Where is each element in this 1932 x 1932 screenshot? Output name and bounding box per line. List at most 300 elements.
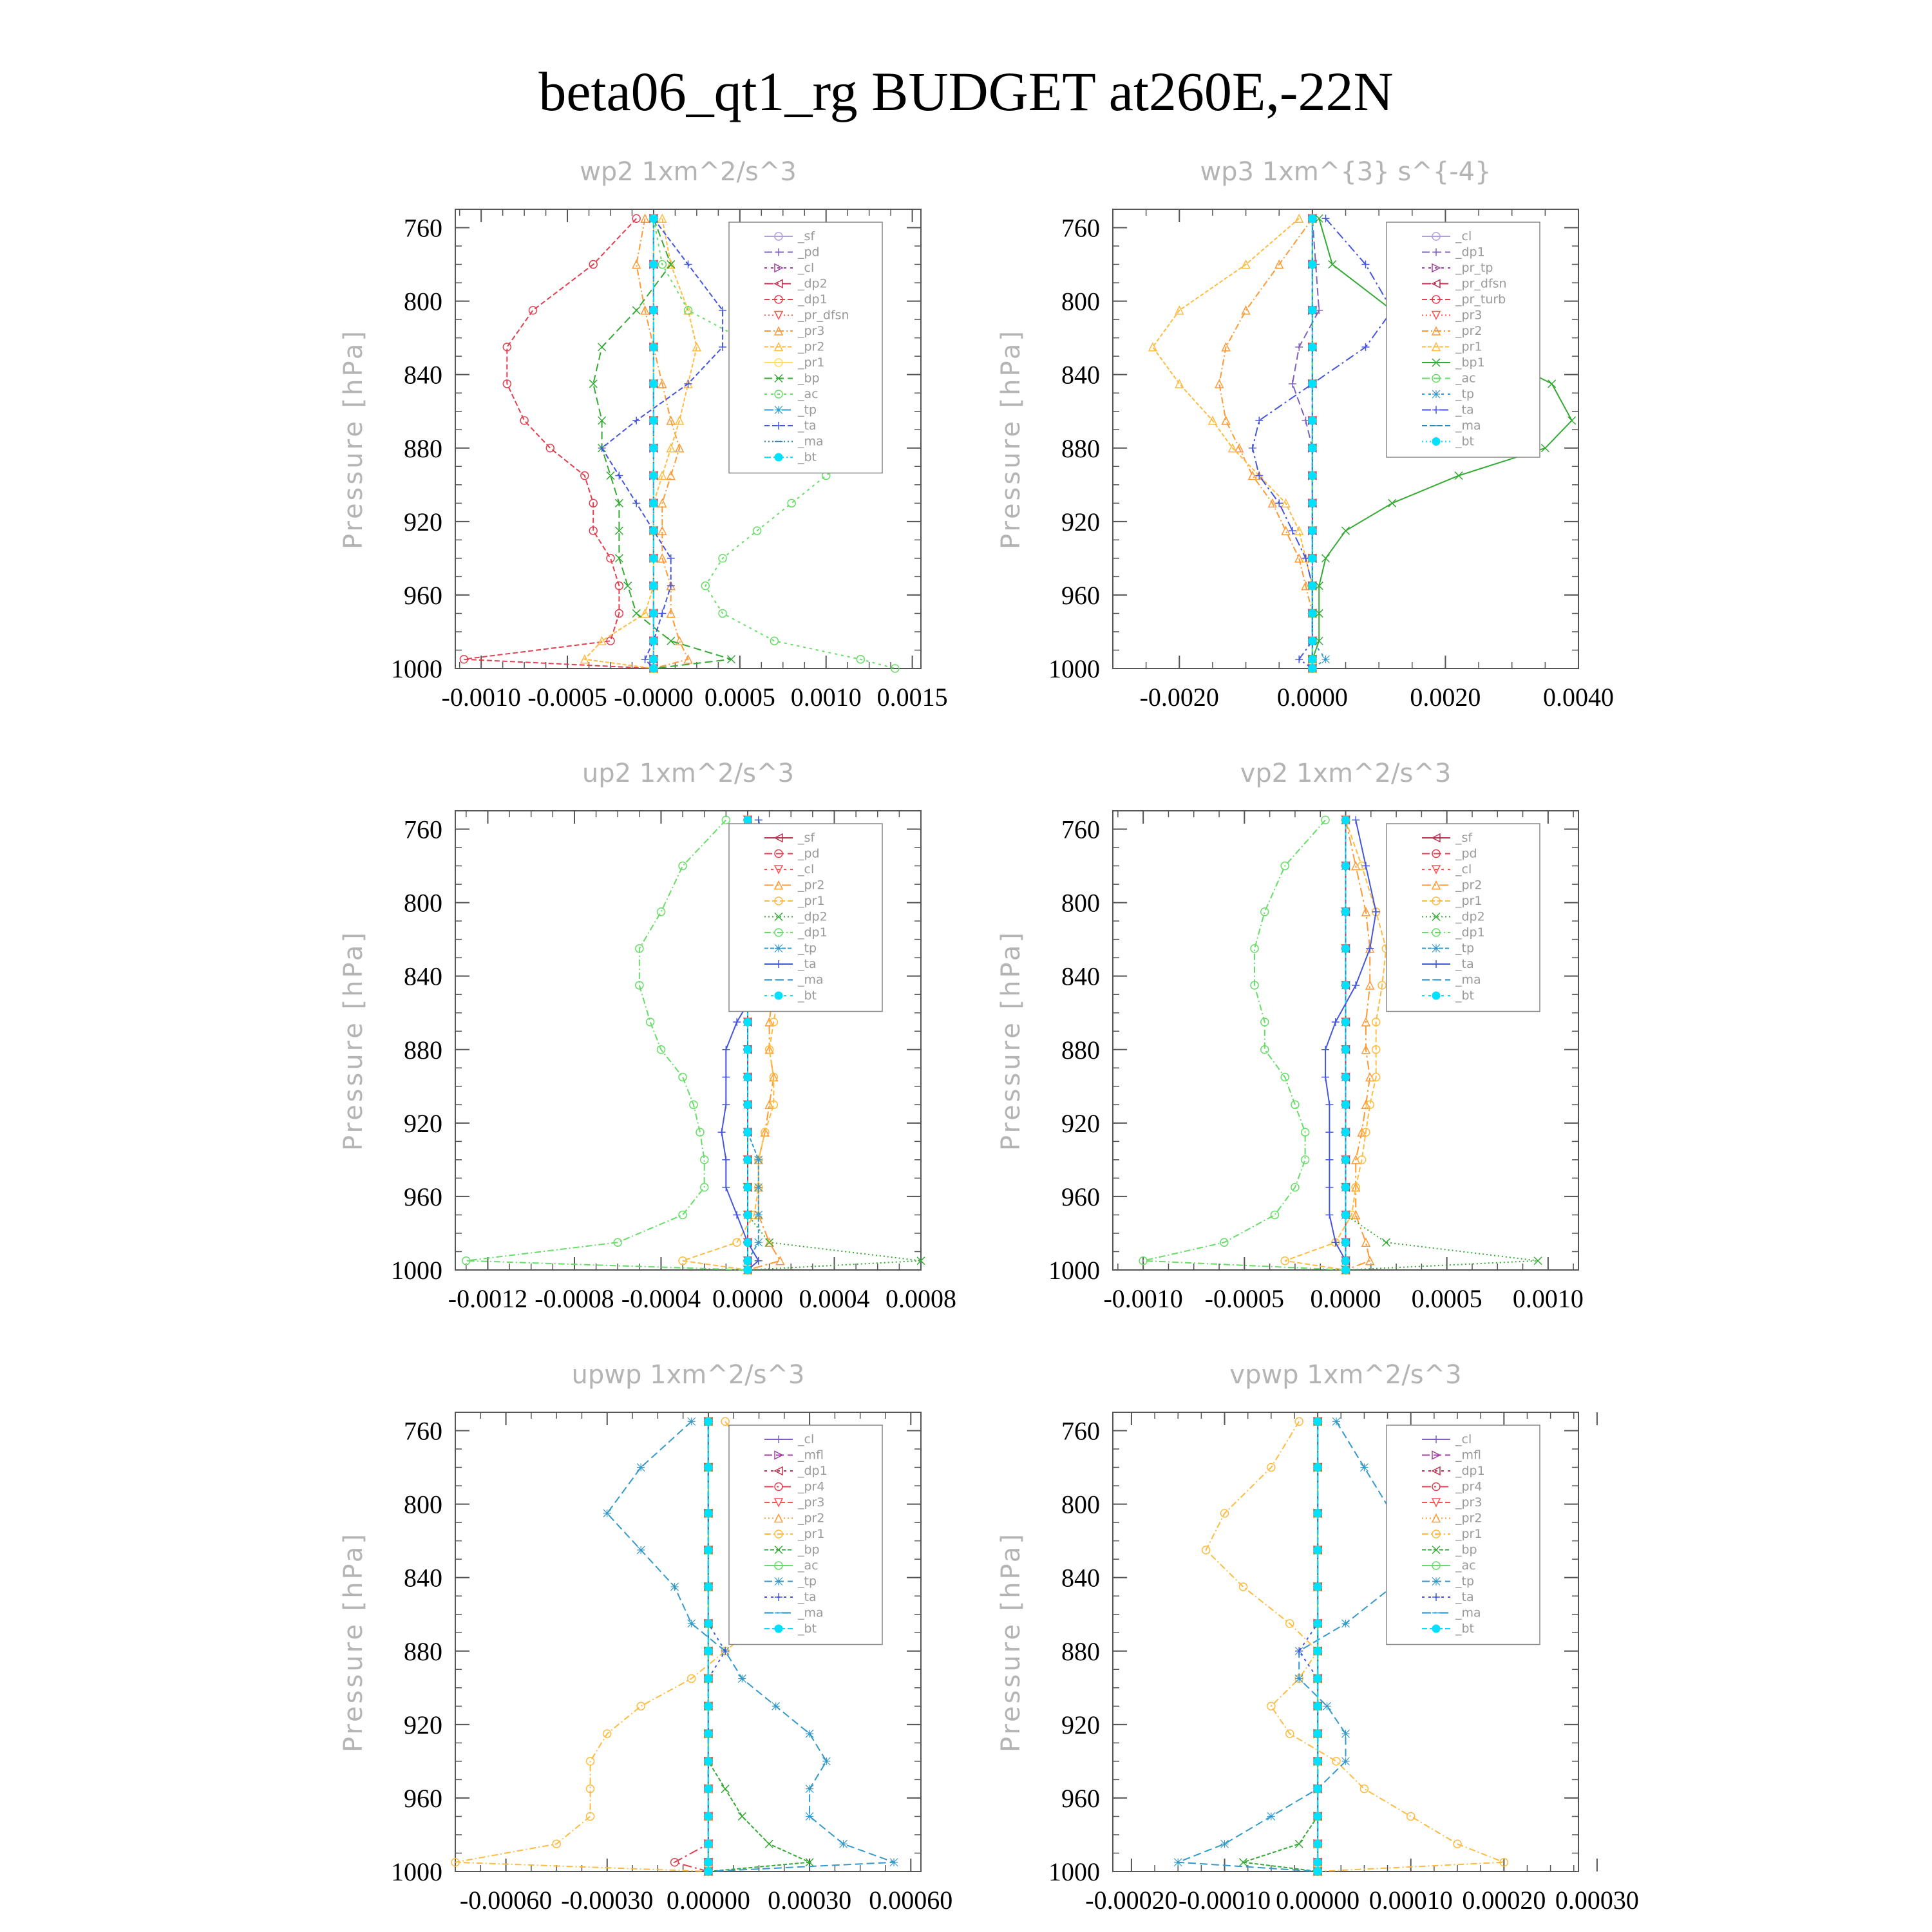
data-point bbox=[1295, 1840, 1303, 1848]
y-tick-label: 800 bbox=[1061, 888, 1100, 918]
legend-label: _pr1 bbox=[798, 355, 825, 370]
data-point bbox=[1455, 472, 1463, 480]
panel-up2 bbox=[339, 759, 956, 1313]
data-point bbox=[744, 1074, 752, 1081]
data-point bbox=[1342, 1156, 1350, 1164]
legend-label: _pr2 bbox=[1455, 324, 1482, 338]
data-point bbox=[1309, 417, 1316, 424]
data-point bbox=[1239, 1583, 1247, 1591]
legend-label: _pr1 bbox=[1455, 1527, 1482, 1541]
data-point bbox=[607, 472, 614, 480]
legend-label: _tp bbox=[1455, 387, 1475, 401]
legend-label: _cl bbox=[1455, 1432, 1472, 1446]
y-tick-label: 920 bbox=[1061, 507, 1100, 536]
data-point bbox=[671, 1583, 679, 1591]
x-tick-label: 0.0008 bbox=[886, 1284, 956, 1313]
x-tick-label: 0.0020 bbox=[1410, 683, 1481, 712]
data-point bbox=[766, 1238, 773, 1246]
series-line bbox=[602, 218, 723, 668]
x-tick-label: 0.00030 bbox=[768, 1886, 852, 1915]
data-point bbox=[1314, 1510, 1321, 1517]
series-bp bbox=[589, 214, 735, 672]
data-point bbox=[1360, 1464, 1368, 1472]
legend-marker bbox=[1432, 390, 1440, 398]
data-point bbox=[1309, 380, 1316, 388]
data-point bbox=[1314, 1859, 1321, 1866]
data-point bbox=[1309, 499, 1316, 507]
data-point bbox=[676, 637, 683, 645]
legend-label: _tp bbox=[798, 402, 817, 417]
data-point bbox=[733, 1018, 741, 1026]
series-pr2 bbox=[1215, 214, 1316, 672]
data-point bbox=[637, 1702, 645, 1710]
y-tick-label: 880 bbox=[404, 1636, 442, 1666]
data-point bbox=[529, 307, 537, 314]
data-point bbox=[1366, 945, 1374, 952]
data-point bbox=[667, 472, 675, 480]
data-point bbox=[722, 1184, 730, 1191]
legend bbox=[729, 824, 882, 1012]
y-tick-label: 760 bbox=[404, 815, 442, 844]
data-point bbox=[1342, 1101, 1350, 1108]
legend-label: _bp bbox=[798, 1542, 820, 1557]
legend-label: _ta bbox=[1455, 1590, 1474, 1604]
data-point bbox=[650, 214, 658, 222]
legend-label: _dp1 bbox=[798, 925, 828, 940]
data-point bbox=[755, 1156, 762, 1164]
data-point bbox=[1255, 417, 1263, 424]
series-line bbox=[675, 1421, 708, 1871]
data-point bbox=[1342, 816, 1350, 824]
series-dp1 bbox=[462, 816, 752, 1274]
data-point bbox=[705, 1647, 712, 1655]
legend-label: _ma bbox=[1455, 1605, 1481, 1620]
y-tick-label: 960 bbox=[404, 1182, 442, 1211]
y-tick-label: 1000 bbox=[1048, 1256, 1100, 1285]
data-point bbox=[776, 1257, 784, 1265]
y-tick-label: 880 bbox=[1061, 433, 1100, 463]
data-point bbox=[637, 1464, 645, 1472]
data-point bbox=[1309, 527, 1316, 535]
data-point bbox=[615, 554, 623, 562]
data-point bbox=[705, 1730, 712, 1738]
x-tick-label: 0.00020 bbox=[1462, 1886, 1546, 1915]
data-point bbox=[1174, 1859, 1182, 1866]
legend bbox=[729, 1425, 882, 1645]
x-tick-label: -0.0004 bbox=[621, 1284, 701, 1313]
y-tick-label: 760 bbox=[1061, 1416, 1100, 1446]
y-tick-label: 840 bbox=[404, 360, 442, 390]
data-point bbox=[667, 582, 675, 590]
series-pr4 bbox=[671, 1417, 712, 1875]
legend-marker bbox=[1432, 992, 1440, 999]
legend bbox=[1387, 824, 1540, 1012]
y-axis-label: Pressure [hPa] bbox=[339, 1531, 368, 1752]
legend bbox=[729, 222, 882, 473]
legend-label: _ma bbox=[798, 434, 824, 449]
data-point bbox=[1309, 214, 1316, 222]
y-tick-label: 880 bbox=[1061, 1636, 1100, 1666]
data-point bbox=[1342, 1620, 1350, 1627]
legend-label: _bt bbox=[798, 1622, 817, 1636]
data-point bbox=[598, 343, 606, 351]
y-tick-label: 920 bbox=[404, 507, 442, 536]
x-tick-label: 0.0000 bbox=[1310, 1284, 1381, 1313]
data-point bbox=[688, 1417, 696, 1425]
x-tick-label: -0.0005 bbox=[1204, 1284, 1284, 1313]
data-point bbox=[1314, 1757, 1321, 1765]
data-point bbox=[1271, 1211, 1278, 1218]
series-ta bbox=[1321, 816, 1380, 1274]
data-point bbox=[744, 1184, 752, 1191]
y-axis-label: Pressure [hPa] bbox=[339, 328, 368, 549]
data-point bbox=[744, 1266, 752, 1274]
data-point bbox=[632, 214, 640, 222]
data-point bbox=[650, 417, 658, 424]
y-tick-label: 960 bbox=[1061, 580, 1100, 610]
legend-label: _mfl bbox=[798, 1448, 824, 1463]
data-point bbox=[650, 637, 658, 645]
data-point bbox=[744, 1257, 752, 1265]
data-point bbox=[1309, 656, 1316, 663]
y-tick-label: 880 bbox=[1061, 1035, 1100, 1065]
data-point bbox=[1325, 1156, 1333, 1164]
data-point bbox=[1309, 582, 1316, 590]
legend-label: _ma bbox=[1455, 419, 1481, 433]
data-point bbox=[721, 1785, 729, 1793]
data-point bbox=[667, 554, 675, 562]
data-point bbox=[738, 1812, 746, 1820]
data-point bbox=[1342, 1730, 1350, 1738]
data-point bbox=[744, 1046, 752, 1054]
legend-marker bbox=[1432, 1625, 1440, 1633]
series-line bbox=[1143, 820, 1345, 1270]
x-tick-label: 0.00000 bbox=[1276, 1886, 1360, 1915]
data-point bbox=[1332, 1417, 1340, 1425]
data-point bbox=[705, 1859, 712, 1866]
data-point bbox=[1282, 527, 1290, 535]
legend-label: _tp bbox=[1455, 1574, 1475, 1589]
data-point bbox=[705, 1702, 712, 1710]
data-point bbox=[520, 417, 528, 424]
legend-label: _sf bbox=[798, 229, 815, 243]
legend-label: _pr_turb bbox=[1455, 292, 1506, 307]
y-tick-label: 840 bbox=[1061, 1563, 1100, 1593]
data-point bbox=[705, 1417, 712, 1425]
legend-label: _ac bbox=[1455, 371, 1476, 386]
data-point bbox=[744, 1018, 752, 1026]
legend-label: _dp1 bbox=[798, 292, 828, 307]
data-point bbox=[806, 1730, 813, 1738]
data-point bbox=[1314, 1702, 1321, 1710]
data-point bbox=[1323, 1702, 1331, 1710]
data-point bbox=[546, 444, 554, 452]
data-point bbox=[705, 1546, 712, 1554]
y-axis-label: Pressure [hPa] bbox=[996, 930, 1026, 1151]
y-tick-label: 800 bbox=[404, 287, 442, 316]
legend-label: _pr2 bbox=[798, 878, 825, 893]
legend-label: _ac bbox=[1455, 1558, 1476, 1573]
x-tick-label: -0.0008 bbox=[535, 1284, 614, 1313]
data-point bbox=[772, 1702, 780, 1710]
x-tick-label: -0.00030 bbox=[561, 1886, 654, 1915]
legend-label: _dp1 bbox=[1455, 1464, 1485, 1478]
legend-label: _tp bbox=[1455, 941, 1475, 956]
data-point bbox=[1342, 527, 1350, 535]
series-line bbox=[1299, 1421, 1318, 1871]
legend-label: _pr_dfsn bbox=[798, 308, 849, 323]
data-point bbox=[1342, 1211, 1350, 1218]
legend-label: _dp2 bbox=[798, 276, 828, 291]
data-point bbox=[1342, 1266, 1350, 1274]
y-tick-label: 920 bbox=[1061, 1108, 1100, 1138]
data-point bbox=[1295, 1417, 1303, 1425]
data-point bbox=[1242, 307, 1250, 314]
x-tick-label: 0.00000 bbox=[666, 1886, 750, 1915]
x-tick-label: 0.00010 bbox=[1368, 1886, 1453, 1915]
data-point bbox=[1251, 945, 1258, 952]
x-tick-label: -0.0010 bbox=[1103, 1284, 1183, 1313]
data-point bbox=[705, 1785, 712, 1793]
x-tick-label: -0.0012 bbox=[448, 1284, 528, 1313]
data-point bbox=[667, 637, 675, 645]
data-point bbox=[1314, 1730, 1321, 1738]
y-tick-label: 840 bbox=[404, 961, 442, 991]
data-point bbox=[722, 1074, 730, 1081]
legend-marker bbox=[775, 1578, 782, 1586]
data-point bbox=[1309, 665, 1316, 672]
legend-label: _dp2 bbox=[1455, 909, 1485, 924]
x-tick-label: -0.0000 bbox=[614, 683, 694, 712]
data-point bbox=[806, 1812, 813, 1820]
legend-label: _pr4 bbox=[798, 1479, 825, 1494]
series-line bbox=[1253, 218, 1392, 668]
x-tick-label: 0.0040 bbox=[1543, 683, 1614, 712]
data-point bbox=[1289, 527, 1296, 535]
legend-marker bbox=[775, 406, 782, 414]
y-tick-label: 1000 bbox=[1048, 1857, 1100, 1886]
legend-label: _pd bbox=[798, 245, 820, 260]
y-tick-label: 1000 bbox=[391, 654, 442, 683]
data-point bbox=[1302, 1156, 1309, 1164]
panel-title: up2 1xm^2/s^3 bbox=[582, 759, 795, 788]
x-tick-label: 0.0005 bbox=[1411, 1284, 1482, 1313]
data-point bbox=[1309, 444, 1316, 452]
legend-label: _ma bbox=[798, 972, 824, 987]
data-point bbox=[1275, 499, 1283, 507]
legend-label: _pd bbox=[798, 846, 820, 861]
y-tick-label: 1000 bbox=[1048, 654, 1100, 683]
data-point bbox=[650, 554, 658, 562]
x-tick-label: 0.0000 bbox=[712, 1284, 783, 1313]
data-point bbox=[1314, 1840, 1321, 1848]
x-tick-label: -0.0010 bbox=[441, 683, 521, 712]
legend-label: _cl bbox=[1455, 229, 1472, 243]
data-point bbox=[755, 1238, 762, 1246]
data-point bbox=[1321, 1074, 1329, 1081]
x-tick-label: 0.00060 bbox=[869, 1886, 953, 1915]
legend-label: _ac bbox=[798, 387, 819, 401]
data-point bbox=[722, 1156, 730, 1164]
data-point bbox=[705, 1757, 712, 1765]
legend-label: _pr2 bbox=[1455, 878, 1482, 893]
legend bbox=[1387, 1425, 1540, 1645]
data-point bbox=[1388, 499, 1396, 507]
data-point bbox=[632, 609, 640, 617]
legend-label: _ma bbox=[1455, 972, 1481, 987]
y-tick-label: 760 bbox=[404, 1416, 442, 1446]
legend-label: _sf bbox=[798, 831, 815, 845]
data-point bbox=[744, 1128, 752, 1136]
y-tick-label: 920 bbox=[404, 1710, 442, 1739]
data-point bbox=[1314, 1785, 1321, 1793]
data-point bbox=[1267, 1812, 1275, 1820]
series-dp1 bbox=[1139, 816, 1349, 1274]
data-point bbox=[1342, 862, 1350, 870]
y-tick-label: 800 bbox=[404, 1490, 442, 1519]
data-point bbox=[650, 499, 658, 507]
y-tick-label: 800 bbox=[1061, 287, 1100, 316]
legend-label: _dp2 bbox=[798, 909, 828, 924]
series-line bbox=[1293, 218, 1319, 668]
data-point bbox=[1342, 981, 1350, 989]
data-point bbox=[1342, 1757, 1350, 1765]
y-tick-label: 800 bbox=[404, 888, 442, 918]
y-tick-label: 840 bbox=[1061, 360, 1100, 390]
panel-title: vpwp 1xm^2/s^3 bbox=[1229, 1360, 1462, 1390]
data-point bbox=[647, 1018, 654, 1026]
panel-wp2 bbox=[339, 157, 948, 712]
data-point bbox=[1309, 609, 1316, 617]
data-point bbox=[1289, 380, 1296, 388]
legend-label: _pr_dfsn bbox=[1455, 276, 1507, 291]
data-point bbox=[1361, 343, 1369, 351]
data-point bbox=[1362, 862, 1370, 870]
data-point bbox=[632, 499, 640, 507]
legend-label: _bt bbox=[1455, 434, 1475, 449]
data-point bbox=[688, 1620, 696, 1627]
legend-marker bbox=[775, 945, 782, 952]
data-point bbox=[1352, 816, 1359, 824]
data-point bbox=[650, 343, 658, 351]
series-line bbox=[636, 218, 688, 668]
data-point bbox=[650, 527, 658, 535]
y-tick-label: 760 bbox=[404, 213, 442, 243]
data-point bbox=[1314, 1868, 1321, 1875]
data-point bbox=[1309, 343, 1316, 351]
legend-marker bbox=[775, 453, 782, 461]
y-tick-label: 840 bbox=[1061, 961, 1100, 991]
y-tick-label: 800 bbox=[1061, 1490, 1100, 1519]
data-point bbox=[1309, 554, 1316, 562]
y-tick-label: 840 bbox=[404, 1563, 442, 1593]
data-point bbox=[1325, 1128, 1333, 1136]
data-point bbox=[607, 554, 614, 562]
data-point bbox=[705, 1464, 712, 1472]
data-point bbox=[890, 1859, 898, 1866]
series-line bbox=[464, 218, 654, 668]
legend-label: _sf bbox=[1455, 831, 1473, 845]
data-point bbox=[755, 1211, 762, 1218]
data-point bbox=[679, 1074, 687, 1081]
data-point bbox=[765, 1840, 773, 1848]
panel-wp3 bbox=[996, 157, 1614, 712]
legend-label: _pr3 bbox=[798, 1495, 825, 1510]
data-point bbox=[1314, 1620, 1321, 1627]
data-point bbox=[1329, 261, 1336, 269]
panel-title: wp3 1xm^{3} s^{-4} bbox=[1200, 157, 1492, 187]
data-point bbox=[744, 1156, 752, 1164]
legend-label: _bp bbox=[798, 371, 820, 386]
legend-marker bbox=[1432, 438, 1440, 446]
data-point bbox=[770, 637, 778, 645]
data-point bbox=[705, 1620, 712, 1627]
data-point bbox=[1342, 1018, 1350, 1026]
panel-upwp bbox=[339, 1360, 952, 1915]
legend-label: _cl bbox=[798, 1432, 815, 1446]
y-tick-label: 960 bbox=[1061, 1182, 1100, 1211]
data-point bbox=[1321, 816, 1329, 824]
legend-label: _bt bbox=[798, 450, 817, 464]
data-point bbox=[1342, 1046, 1350, 1054]
data-point bbox=[721, 1417, 729, 1425]
panel-vp2 bbox=[996, 759, 1584, 1313]
legend-label: _mfl bbox=[1455, 1448, 1481, 1463]
y-axis-label: Pressure [hPa] bbox=[996, 328, 1026, 549]
y-axis-label: Pressure [hPa] bbox=[996, 1531, 1026, 1752]
legend-label: _pr3 bbox=[798, 324, 825, 338]
legend-label: _pr1 bbox=[798, 1527, 825, 1541]
data-point bbox=[840, 1840, 848, 1848]
data-point bbox=[650, 656, 658, 663]
data-point bbox=[1314, 1812, 1321, 1820]
figure-title: beta06_qt1_rg BUDGET at260E,-22N bbox=[538, 61, 1394, 122]
data-point bbox=[755, 816, 762, 824]
legend-label: _tp bbox=[798, 941, 817, 956]
x-tick-label: 0.0010 bbox=[790, 683, 862, 712]
legend-label: _cl bbox=[1455, 862, 1472, 876]
data-point bbox=[1314, 1546, 1321, 1554]
data-point bbox=[1309, 307, 1316, 314]
data-point bbox=[615, 472, 623, 480]
data-point bbox=[679, 862, 687, 870]
x-tick-label: -0.0005 bbox=[527, 683, 607, 712]
data-point bbox=[1325, 1211, 1333, 1218]
data-point bbox=[1314, 1675, 1321, 1683]
data-point bbox=[632, 307, 640, 314]
data-point bbox=[1352, 981, 1359, 989]
data-point bbox=[650, 472, 658, 480]
data-point bbox=[722, 816, 730, 824]
panel-title: wp2 1xm^2/s^3 bbox=[580, 157, 797, 187]
y-tick-label: 920 bbox=[1061, 1710, 1100, 1739]
data-point bbox=[679, 1211, 687, 1218]
data-point bbox=[705, 1675, 712, 1683]
y-tick-label: 880 bbox=[404, 1035, 442, 1065]
legend-label: _ta bbox=[1455, 957, 1474, 971]
y-tick-label: 760 bbox=[1061, 213, 1100, 243]
legend-label: _ta bbox=[1455, 402, 1474, 417]
data-point bbox=[1249, 472, 1256, 480]
data-point bbox=[1309, 472, 1316, 480]
data-point bbox=[632, 417, 640, 424]
x-tick-label: -0.00060 bbox=[459, 1886, 553, 1915]
series-line bbox=[708, 1421, 725, 1871]
legend-label: _pr3 bbox=[1455, 1495, 1482, 1510]
data-point bbox=[705, 1510, 712, 1517]
series-pr1 bbox=[1281, 816, 1390, 1274]
data-point bbox=[722, 1101, 730, 1108]
